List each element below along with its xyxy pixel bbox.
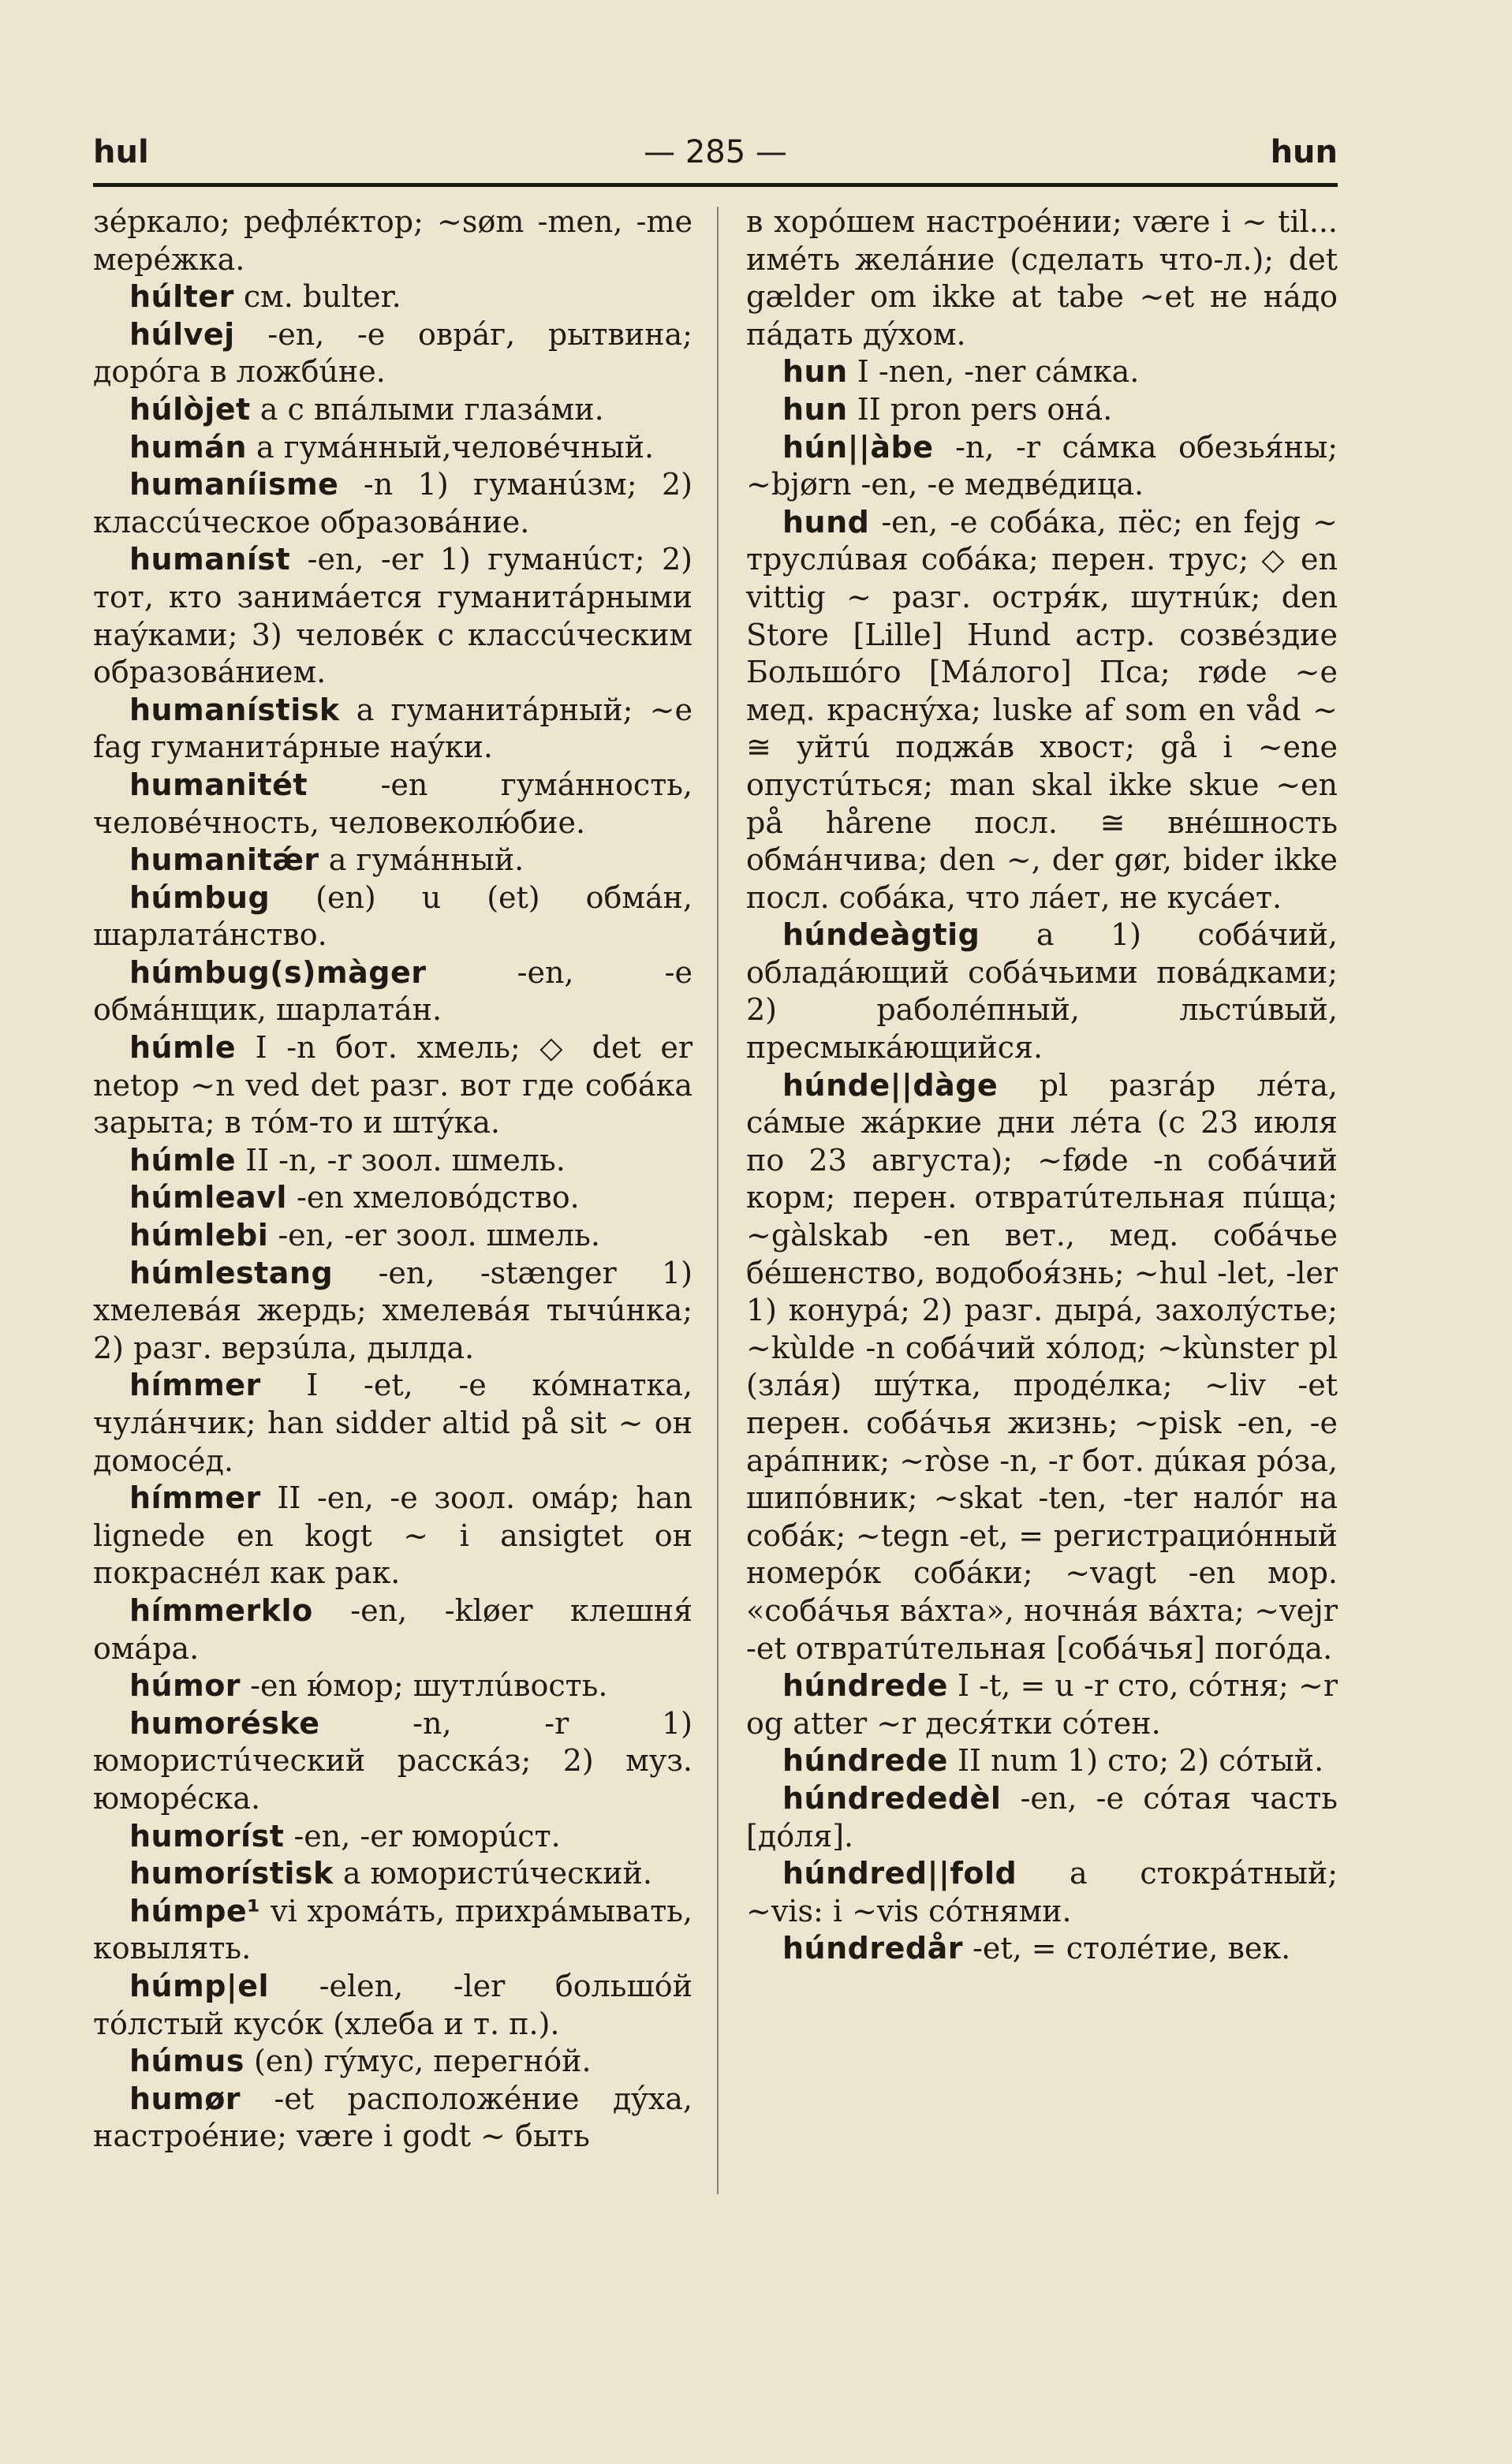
entry-definition: II -n, -r зоол. шмель. [236,1142,566,1178]
entry-definition: -et, = столéтие, век. [962,1931,1291,1966]
dictionary-entry [93,767,693,842]
entry-definition: -en, -e обмáнщик, шарлатáн. [93,954,693,1028]
entry-definition: a 1) собáчий, обладáющий собáчьими повáдками; 2) раболéпный, льстúвый, пресмыкáющийся. [746,917,1338,1066]
entry-headword: húmus [129,2044,245,2079]
entry-definition: -en хмеловóдство. [286,1180,580,1215]
dictionary-entry [93,1968,693,2043]
entry-definition: a гуманитáрный; ~e fag гуманитáрные наýки. [93,692,693,765]
entry-headword: húlter [129,279,234,315]
entry-headword: húmbug(s)màger [129,954,427,990]
entry-headword: humorístisk [129,1856,334,1891]
entry-headword: húndredår [782,1931,963,1966]
entry-headword: húndred||fold [782,1856,1017,1891]
entry-headword: humaníisme [129,467,339,502]
entry-definition: I -n бот. хмель; ◇ det er netop ~n ved det разг. вот где собáка зарыта; в тóм-то и штýка. [93,1030,693,1141]
entry-definition: -et расположéние дýха, настроéние; være i godt ~ быть [93,2081,693,2154]
dictionary-entry [93,2081,693,2156]
dictionary-entry [746,1930,1338,1968]
entry-headword: húmle [129,1142,236,1178]
entry-headword: hun [782,391,848,427]
dictionary-entry [93,842,693,879]
entry-headword: humoríst [129,1818,285,1854]
entry-definition: -en, -stænger 1) хмелевáя жердь; хмелевáя тычúнка; 2) разг. верзúла, дылда. [93,1255,693,1365]
entry-definition: I -et, -e кóмнатка, чулáнчик; han sidder altid på sit ~ он домосéд. [93,1368,693,1478]
page-number: — 285 — [644,134,787,170]
entry-headword: humanitǽr [129,842,319,878]
entry-definition: -en гумáнность, человéчность, человеколю́бие. [93,767,693,840]
entry-definition: a с впáлыми глазáми. [250,391,604,427]
right-column [746,203,1338,1968]
dictionary-entry [93,429,693,467]
dictionary-entry [93,203,693,278]
dictionary-entry [93,1217,693,1255]
dictionary-entry [93,1705,693,1818]
entry-headword: hún||àbe [782,429,934,465]
entry-definition: II num 1) сто; 2) сóтый. [947,1743,1324,1779]
dictionary-entry [93,1367,693,1480]
entry-definition: -en, -er юморúст. [284,1818,561,1854]
entry-definition: -n, -r сáмка обезья́ны; ~bjørn -en, -e медвéдица. [746,429,1338,502]
entry-headword: hund [782,504,870,539]
column-divider [717,207,719,2194]
dictionary-entry [746,1067,1338,1668]
dictionary-entry [93,278,693,316]
dictionary-entry [93,1818,693,1856]
entry-definition: a гумáнный,человéчный. [246,429,655,465]
entry-headword: hun [782,354,848,390]
entry-definition: -en, -er 1) гуманúст; 2) тот, кто занимáется гуманитáрными наýками; 3) человéк с классúческим образовáнием. [93,542,693,690]
dictionary-entry [93,1142,693,1180]
entry-headword: húndrededèl [782,1780,1002,1816]
left-column [93,203,693,2156]
dictionary-entry [93,954,693,1029]
entry-headword: hímmer [129,1368,261,1403]
entry-definition: a юмористúческий. [333,1856,652,1891]
dictionary-entry [746,1667,1338,1742]
entry-definition: a гумáнный. [319,842,525,878]
entry-definition: -en, -kløer клешня́ омáра. [93,1592,693,1666]
entry-headword: humán [129,429,247,465]
entry-definition: -n 1) гуманúзм; 2) классúческое образовáние. [93,467,693,539]
header-rule [93,183,1338,187]
header-right-guideword: hun [1270,134,1338,170]
dictionary-entry [746,353,1338,391]
entry-headword: humoréske [129,1705,320,1741]
entry-headword: húmbug [129,879,271,915]
entry-headword: húmor [129,1668,241,1704]
entry-headword: húmpe¹ [129,1893,261,1928]
entry-headword: humaníst [129,542,291,577]
entry-headword: humanitét [129,767,308,802]
entry-definition: -en ю́мор; шутлúвость. [241,1668,608,1704]
dictionary-entry [93,316,693,391]
entry-definition: I -t, = u -r сто, сóтня; ~r og atter ~r деся́тки сóтен. [746,1668,1338,1741]
entry-definition: II pron pers онá. [847,391,1113,427]
entry-headword: húlòjet [129,391,251,427]
entry-headword: humør [129,2081,241,2116]
entry-definition: -n, -r 1) юмористúческий расскáз; 2) муз. юморéска. [93,1705,693,1816]
dictionary-entry [93,1893,693,1968]
entry-definition: I -nen, -ner сáмка. [847,354,1140,390]
header-left-guideword: hul [93,134,149,170]
dictionary-entry [93,466,693,541]
dictionary-entry [746,391,1338,429]
dictionary-entry [93,391,693,429]
entry-definition: (en) гýмус, перегнóй. [244,2044,592,2079]
entry-definition: зéркало; рефлéктор; ~søm -men, -me мерéжка. [93,204,693,277]
entry-definition: pl разгáр лéта, сáмые жáркие дни лéта (с 23 июля по 23 августа); ~føde -n собáчий корм; перен. отвратúтельная пúща; ~gàlskab -en вет., мед. собáчье бéшенство, водобоя́знь; ~hul -let, -ler 1) конурá; 2) разг. дырá, захолýстье; ~kùlde -n собáчий хóлод; ~kùnster pl (злáя) шýтка, продéлка; ~liv -et перен. собáчья жизнь; ~pisk -en, -e арáпник; ~ròse -n, -r бот. дúкая рóза, шипóвник; ~skat -ten, -ter налóг на собáк; ~tegn -et, = регистрациóнный номерóк собáки; ~vagt -en мор. «собáчья вáхта», ночнáя вáхта; ~vejr -et отвратúтельная [собáчья] погóда. [746,1067,1338,1666]
dictionary-entry [93,879,693,954]
entry-headword: húndrede [782,1743,948,1779]
dictionary-entry [93,541,693,691]
entry-headword: humanístisk [129,692,340,727]
entry-definition: a стокрáтный; ~vis: i ~vis сóтнями. [746,1856,1338,1928]
entry-definition: vi хромáть, прихрáмывать, ковылять. [93,1893,693,1966]
entry-definition: -en, -er зоол. шмель. [268,1218,600,1253]
dictionary-entry [93,1592,693,1667]
entry-headword: húndeàgtig [782,917,980,953]
entry-headword: húmlebi [129,1218,269,1253]
entry-headword: húndrede [782,1668,948,1704]
page-header [93,128,1338,175]
dictionary-entry [93,692,693,767]
entry-definition: -elen, -ler большóй тóлстый кусóк (хлеба и т. п.). [93,1968,693,2041]
entry-headword: húmleavl [129,1180,287,1215]
dictionary-entry [746,1742,1338,1780]
dictionary-entry [93,1855,693,1893]
entry-definition: в хорóшем настроéнии; være i ~ til... имéть желáние (сделать что-л.); det gælder om ikke at tabe ~et не нáдо пáдать дýхом. [746,204,1338,352]
entry-headword: húnde||dàge [782,1067,999,1103]
entry-headword: húlvej [129,316,235,352]
dictionary-entry [746,203,1338,353]
dictionary-entry [93,1029,693,1142]
entry-definition: II -en, -e зоол. омáр; han lignede en kogt ~ i ansigtet он покраснéл как рак. [93,1480,693,1591]
entry-definition: см. bulter. [233,279,401,315]
entry-definition: -en, -e сóтая часть [дóля]. [746,1780,1338,1854]
entry-headword: hímmerklo [129,1592,313,1628]
dictionary-entry [746,1780,1338,1855]
dictionary-entry [746,917,1338,1066]
dictionary-entry [93,1667,693,1705]
dictionary-entry [93,2043,693,2081]
entry-definition: -en, -e собáка, пёс; en fejg ~ труслúвая собáка; перен. трус; ◇ en vittig ~ разг. остря́к, шутнúк; den Store [Lille] Hund астр. созвéздие Большóго [Мáлого] Пса; røde ~e мед. краснýха; luske af som en våd ~ ≅ уйтú поджáв хвост; gå i ~ene опустúться; man skal ikke skue ~en på hårene посл. ≅ внéшность обмáнчива; den ~, der gør, bider ikke посл. собáка, что лáет, не кусáет. [746,504,1338,915]
entry-definition: -en, -e оврáг, рытвина; дорóга в ложбúне. [93,316,693,390]
dictionary-entry [746,1855,1338,1930]
dictionary-entry [93,1255,693,1368]
dictionary-entry [746,504,1338,917]
dictionary-entry [746,429,1338,504]
entry-headword: húmle [129,1030,236,1066]
entry-headword: húmlestang [129,1255,334,1290]
entry-headword: hímmer [129,1480,261,1516]
dictionary-entry [93,1480,693,1592]
entry-definition: (en) u (et) обмáн, шарлатáнство. [93,879,693,953]
entry-headword: húmp|el [129,1968,270,2003]
dictionary-entry [93,1179,693,1217]
